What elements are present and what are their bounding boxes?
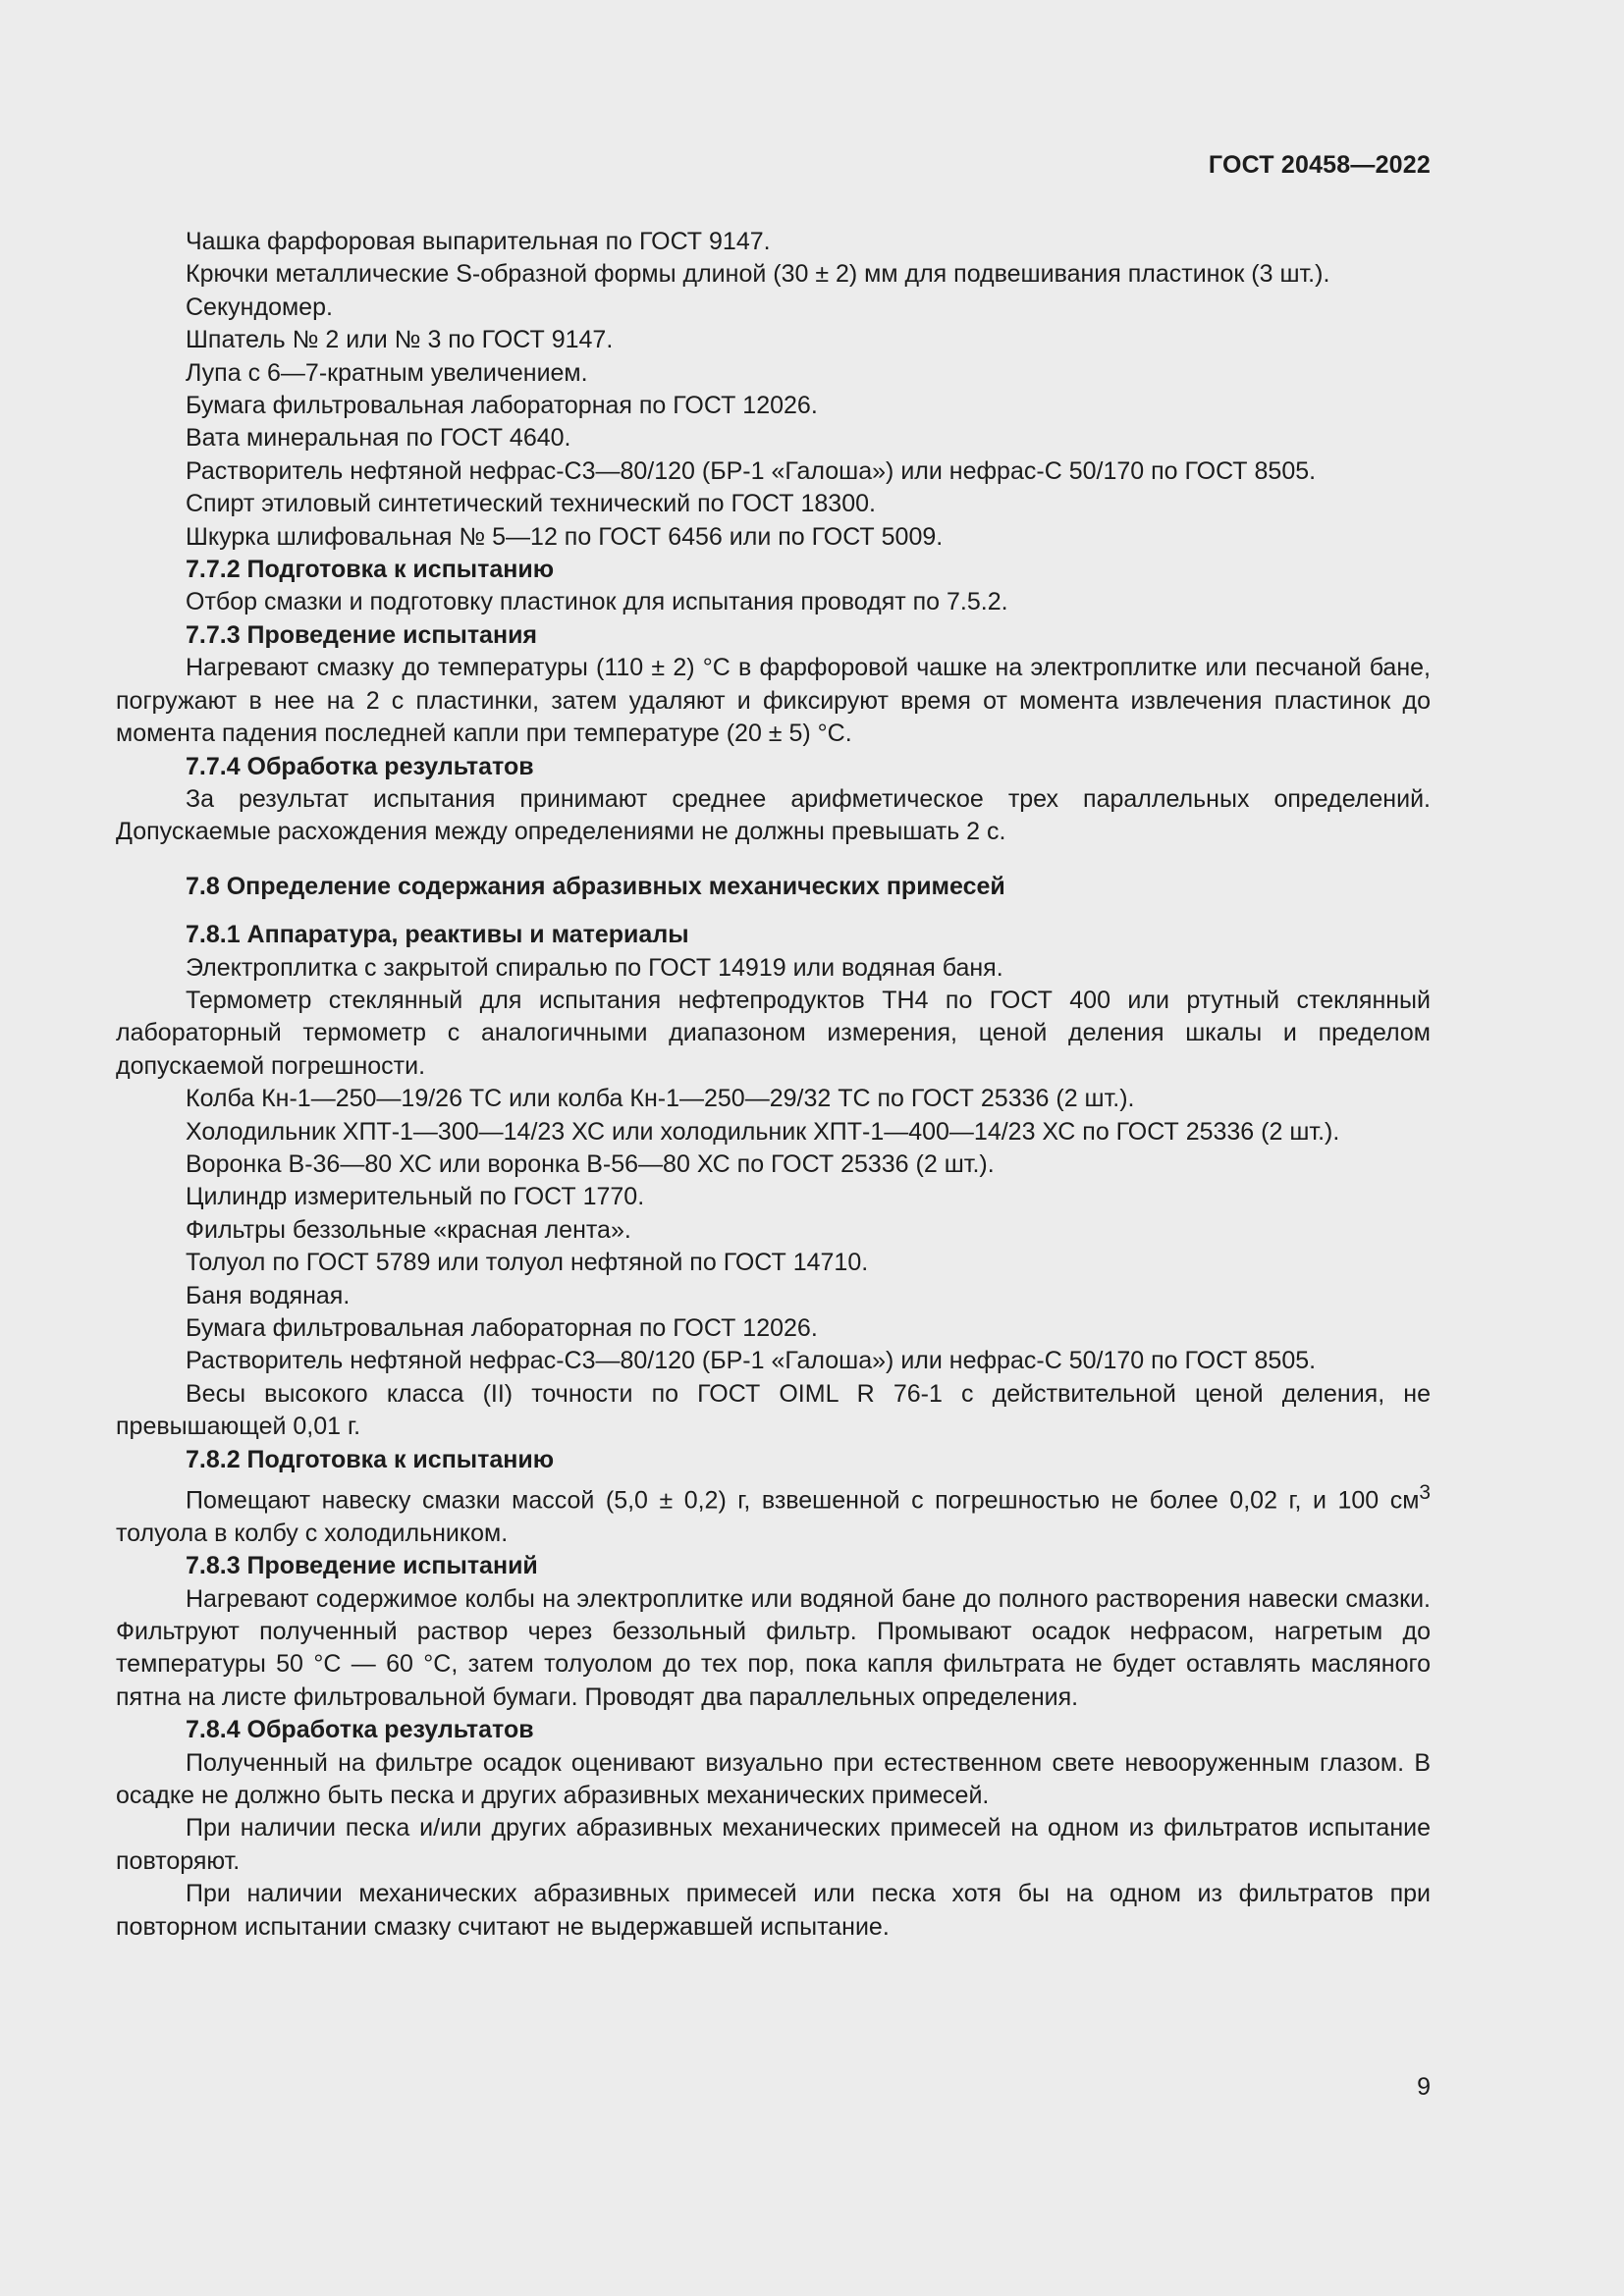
equipment-item: Лупа с 6—7-кратным увеличением.: [186, 358, 588, 387]
document-body: [116, 226, 1431, 1944]
equipment-item: Бумага фильтровальная лабораторная по ГОСТ 12026.: [186, 392, 818, 420]
equipment-item: Воронка В-36—80 ХС или воронка В-56—80 ХС по ГОСТ 25336 (2 шт.).: [186, 1149, 995, 1178]
body-paragraph: Отбор смазки и подготовку пластинок для испытания проводят по 7.5.2.: [186, 588, 1008, 616]
equipment-item: Вата минеральная по ГОСТ 4640.: [186, 424, 571, 453]
section-heading-7-7-3: 7.7.3 Проведение испытания: [186, 620, 538, 649]
section-heading-7-7-4: 7.7.4 Обработка результатов: [186, 752, 534, 780]
equipment-item: Секундомер.: [186, 293, 333, 321]
paragraph-text: Помещают навеску смазки массой (5,0 ± 0,2) г, взвешенной с погрешностью не более 0,02 г, и 100 см: [186, 1486, 1420, 1515]
body-paragraph: [116, 1476, 1431, 1550]
superscript: 3: [1419, 1481, 1431, 1505]
section-heading-7-8-2: 7.8.2 Подготовка к испытанию: [186, 1445, 555, 1473]
equipment-item: Весы высокого класса (II) точности по ГОСТ OIML R 76-1 с действительной ценой деления, не превышающей 0,01 г.: [116, 1379, 1431, 1441]
equipment-item: Электроплитка с закрытой спиралью по ГОСТ 14919 или водяная баня.: [186, 953, 1003, 982]
equipment-item: Растворитель нефтяной нефрас-С3—80/120 (БР-1 «Галоша») или нефрас-С 50/170 по ГОСТ 8505.: [186, 456, 1317, 485]
equipment-item: Чашка фарфоровая выпарительная по ГОСТ 9147.: [186, 228, 771, 255]
equipment-item: Цилиндр измерительный по ГОСТ 1770.: [186, 1183, 645, 1211]
equipment-item: Бумага фильтровальная лабораторная по ГОСТ 12026.: [186, 1314, 818, 1342]
paragraph-text: толуола в колбу с холодильником.: [116, 1519, 509, 1547]
equipment-item: Спирт этиловый синтетический технический по ГОСТ 18300.: [186, 490, 876, 518]
section-heading-7-7-2: 7.7.2 Подготовка к испытанию: [186, 556, 555, 584]
document-code-header: ГОСТ 20458—2022: [1208, 151, 1431, 179]
equipment-item: Баня водяная.: [186, 1281, 351, 1309]
equipment-item: Растворитель нефтяной нефрас-С3—80/120 (БР-1 «Галоша») или нефрас-С 50/170 по ГОСТ 8505.: [186, 1347, 1317, 1375]
equipment-item: Крючки металлические S-образной формы длиной (30 ± 2) мм для подвешивания пластинок (3 шт.).: [186, 260, 1330, 289]
section-heading-7-8-1: 7.8.1 Аппаратура, реактивы и материалы: [186, 921, 689, 949]
body-paragraph: Полученный на фильтре осадок оценивают визуально при естественном свете невооруженным глазом. В осадке не должно быть песка и других абразивных механических примесей.: [116, 1748, 1431, 1810]
body-paragraph: При наличии механических абразивных примесей или песка хотя бы на одном из фильтратов при повторном испытании смазку считают не выдержавшей испытание.: [116, 1880, 1431, 1941]
equipment-item: Холодильник ХПТ-1—300—14/23 ХС или холодильник ХПТ-1—400—14/23 ХС по ГОСТ 25336 (2 шт.).: [186, 1117, 1340, 1146]
equipment-item: Шпатель № 2 или № 3 по ГОСТ 9147.: [186, 326, 614, 354]
equipment-item: Термометр стеклянный для испытания нефтепродуктов ТН4 по ГОСТ 400 или ртутный стеклянный лабораторный термометр с аналогичными диапазоном измерения, ценой деления шкалы и пределом допускаемой погрешности.: [116, 986, 1431, 1080]
section-heading-7-8-4: 7.8.4 Обработка результатов: [186, 1716, 534, 1744]
body-paragraph: Нагревают содержимое колбы на электроплитке или водяной бане до полного растворения навески смазки. Фильтруют полученный раствор через беззольный фильтр. Промывают осадок нефрасом, нагретым до температуры 50 °С — 60 °С, затем толуолом до тех пор, пока капля фильтрата не будет оставлять масляного пятна на листе фильтровальной бумаги. Проводят два параллельных определения.: [116, 1584, 1431, 1711]
section-heading-7-8-3: 7.8.3 Проведение испытаний: [186, 1552, 538, 1580]
body-paragraph: При наличии песка и/или других абразивных механических примесей на одном из фильтратов испытание повторяют.: [116, 1814, 1431, 1875]
equipment-item: Толуол по ГОСТ 5789 или толуол нефтяной по ГОСТ 14710.: [186, 1249, 869, 1277]
equipment-item: Колба Кн-1—250—19/26 ТС или колба Кн-1—250—29/32 ТС по ГОСТ 25336 (2 шт.).: [186, 1085, 1135, 1113]
equipment-item: Шкурка шлифовальная № 5—12 по ГОСТ 6456 или по ГОСТ 5009.: [186, 522, 944, 551]
section-heading-7-8: 7.8 Определение содержания абразивных механических примесей: [186, 872, 1005, 900]
body-paragraph: За результат испытания принимают среднее арифметическое трех параллельных определений. Допускаемые расхождения между определениями не должны превышать 2 с.: [116, 784, 1431, 846]
body-paragraph: Нагревают смазку до температуры (110 ± 2) °С в фарфоровой чашке на электроплитке или песчаной бане, погружают в нее на 2 с пластинки, затем удаляют и фиксируют время от момента извлечения пластинок до момента падения последней капли при температуре (20 ± 5) °С.: [116, 654, 1431, 748]
equipment-item: Фильтры беззольные «красная лента».: [186, 1215, 631, 1244]
page-number: 9: [1417, 2073, 1431, 2101]
